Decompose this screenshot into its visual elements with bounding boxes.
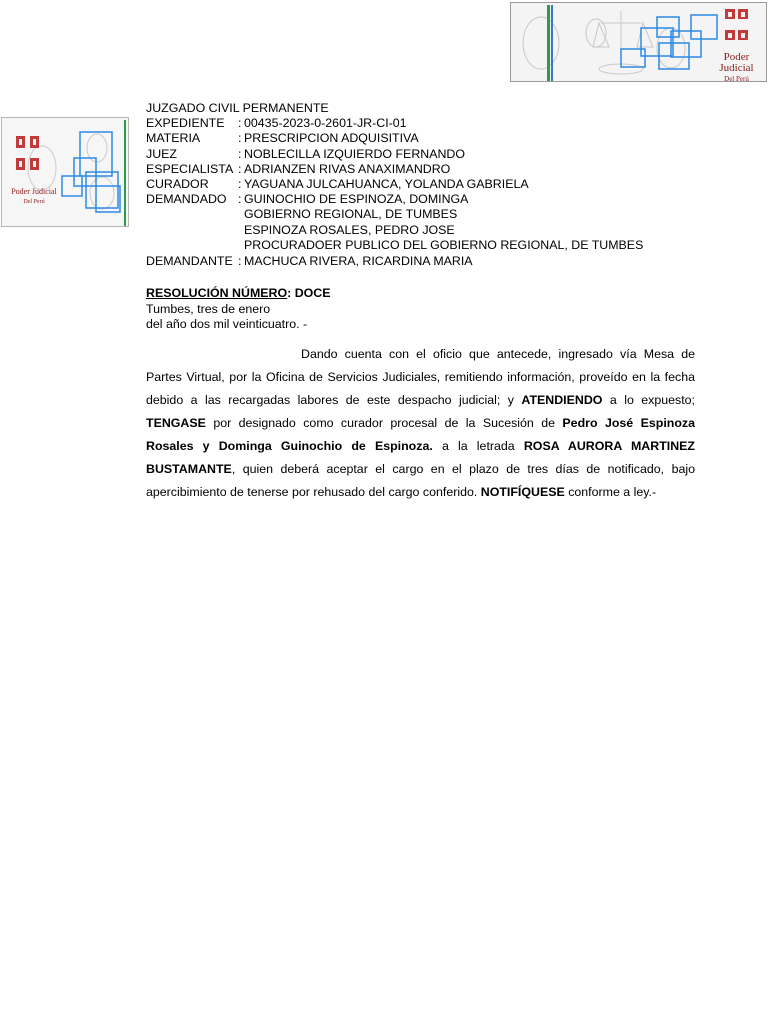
demandado-line-2: GOBIERNO REGIONAL, DE TUMBES xyxy=(244,207,458,222)
resolution-date: Tumbes, tres de enero del año dos mil veinticuatro. - xyxy=(146,302,308,332)
field-demandante: DEMANDANTE : MACHUCA RIVERA, RICARDINA MARIA xyxy=(146,254,473,269)
resolution-title: RESOLUCIÓN NÚMERO: DOCE xyxy=(146,286,331,300)
resolution-body: Dando cuenta con el oficio que antecede, ingresado vía Mesa de Partes Virtual, por la Oficina de Servicios Judiciales, remitiendo información, proveído en la fecha debido a las recargadas labores de este despacho judicial; y ATENDIENDO a lo expuesto; TENGASE por designado como curador procesal de la Sucesión de Pedro José Espinoza Rosales y Dominga Guinochio de Espinoza. a la letrada ROSA AURORA MARTINEZ BUSTAMANTE, quien deberá aceptar el cargo en el plazo de tres días de notificado, bajo apercibimiento de tenerse por rehusado del cargo conferido. NOTIFÍQUESE conforme a ley.- xyxy=(146,347,696,499)
logo-text-left: Poder Judicial Del Perú xyxy=(11,187,57,205)
poder-judicial-logo-top xyxy=(510,2,767,82)
field-juez: JUEZ : NOBLECILLA IZQUIERDO FERNANDO xyxy=(146,146,466,161)
field-especialista: ESPECIALISTA : ADRIANZEN RIVAS ANAXIMANDRO xyxy=(146,161,451,176)
logo-text-top: Poder Judicial Del Perú xyxy=(719,51,754,82)
field-materia: MATERIA : PRESCRIPCION ADQUISITIVA xyxy=(146,131,419,146)
case-header xyxy=(146,101,643,269)
demandado-line-4: PROCURADOER PUBLICO DEL GOBIERNO REGIONAL, DE TUMBES xyxy=(244,237,644,252)
logo-graphic-left xyxy=(2,118,129,227)
poder-judicial-logo-left xyxy=(1,117,129,227)
field-expediente: EXPEDIENTE : 00435-2023-0-2601-JR-CI-01 xyxy=(146,116,407,131)
demandado-line-3: ESPINOZA ROSALES, PEDRO JOSE xyxy=(244,222,455,237)
field-demandado: DEMANDADO : GUINOCHIO DE ESPINOZA, DOMINGA xyxy=(146,192,469,207)
court-name: JUZGADO CIVIL PERMANENTE xyxy=(146,101,329,115)
field-curador: CURADOR : YAGUANA JULCAHUANCA, YOLANDA GABRIELA xyxy=(146,177,529,192)
